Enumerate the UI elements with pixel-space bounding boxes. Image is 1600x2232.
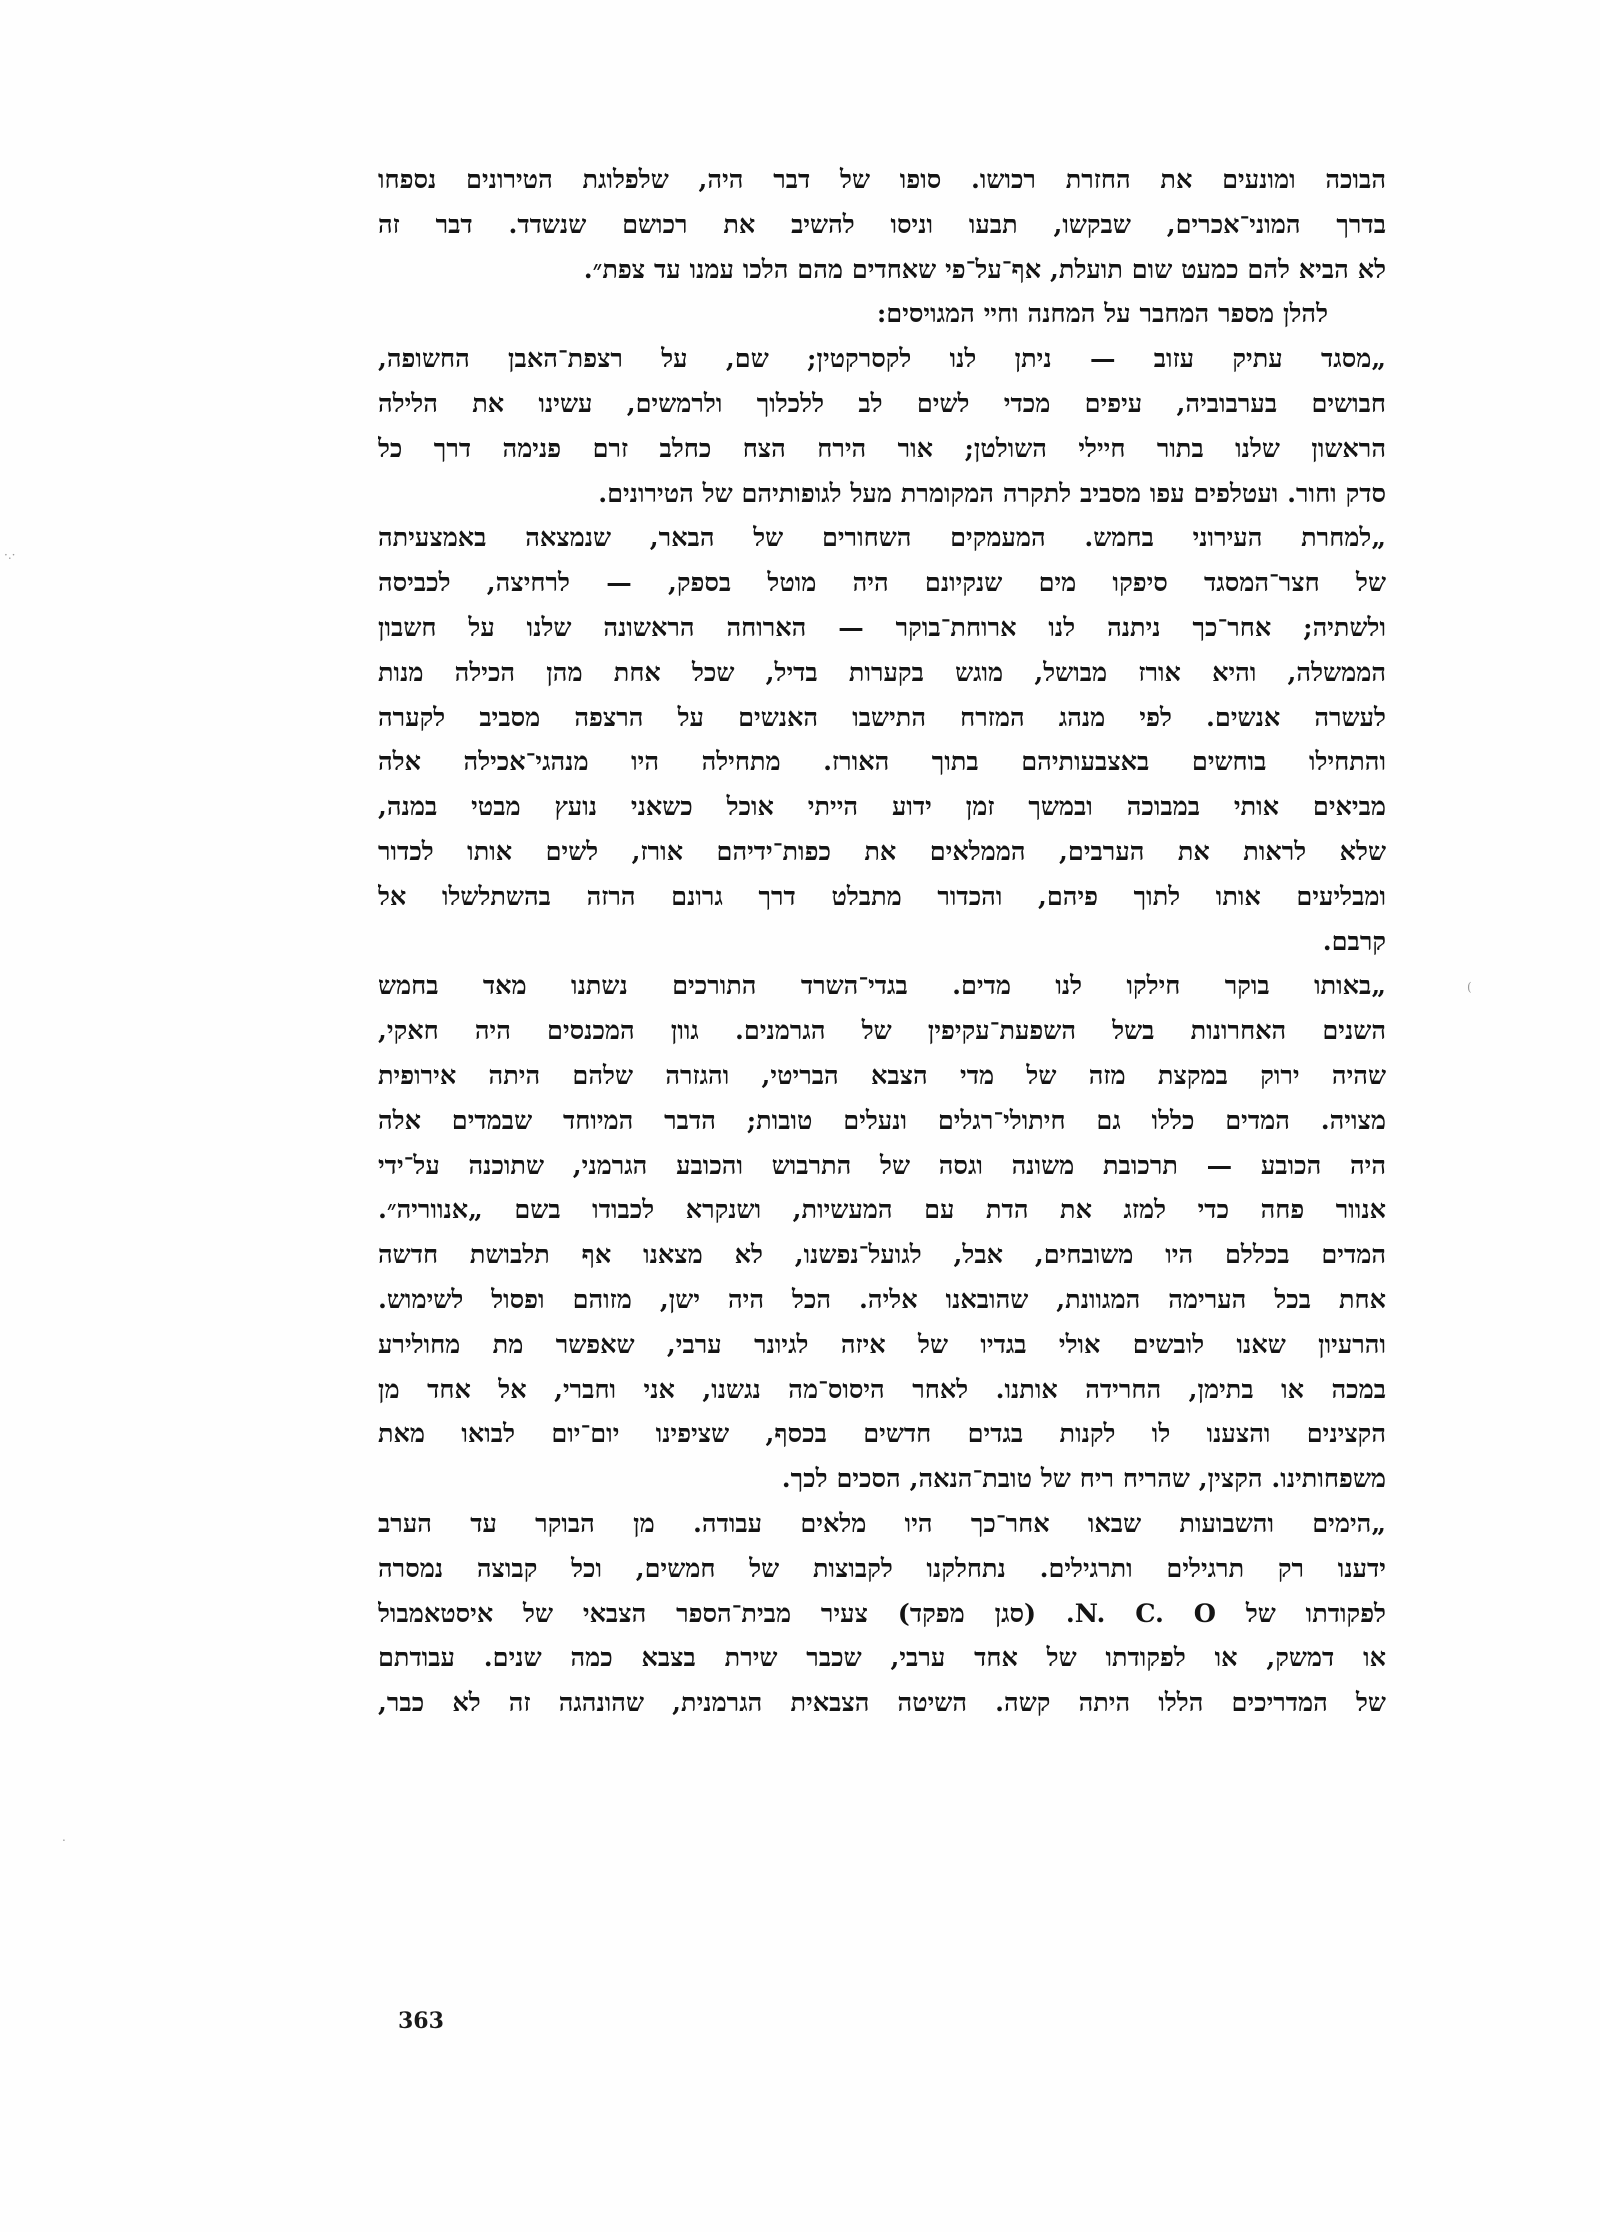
text-line: הממשלה, והיא אורז מבושל, מוגש בקערות בדיל, שכל אחת מהן הכילה מנות [378,657,1386,688]
text-line: לפקודתו של N. C. O. (סגן מפקד) צעיר מבית־הספר הצבאי של איסטאמבול [378,1598,1386,1629]
text-line: סדק וחור. ועטלפים עפו מסביב לתקרה המקומרת מעל לגופותיהם של הטירונים. [598,478,1386,509]
text-line: מצויה. המדים כללו גם חיתולי־רגלים ונעלים טובות; הדבר המיוחד שבמדים אלה [378,1105,1386,1136]
text-line: של המדריכים הללו היתה קשה. השיטה הצבאית הגרמנית, שהונהגה זה לא כבר, [378,1688,1386,1719]
text-line: „הימים והשבועות שבאו אחר־כך היו מלאים עבודה. מן הבוקר עד הערב [378,1508,1386,1539]
text-line: היה הכובע — תרכובת משונה וגסה של התרבוש והכובע הגרמני, שתוכנה על־ידי [378,1150,1386,1181]
page-number: 363 [398,2008,444,2034]
scan-speck: ( [1467,980,1472,994]
text-line: ומבליעים אותו לתוך פיהם, והכדור מתבלט דרך גרונם הרזה בהשתלשלו אל [378,881,1386,912]
text-line: של חצר־המסגד סיפקו מים שנקיונם היה מוטל בספק, — לרחיצה, לכביסה [378,568,1386,599]
text-line: הבוכה ומונעים את החזרת רכושו. סופו של דבר היה, שלפלוגת הטירונים נספחו [378,165,1386,195]
text-line: השנים האחרונות בשל השפעת־עקיפין של הגרמנים. גוון המכנסים היה חאקי, [378,1016,1386,1047]
text-line: חבושים בערבוביה, עיפים מכדי לשים לב ללכלוך ולרמשים, עשינו את הלילה [378,388,1386,419]
text-line: שהיה ירוק במקצת מזה של מדי הצבא הבריטי, והגזרה שלהם היתה אירופית [378,1060,1386,1091]
text-line: משפחותינו. הקצין, שהריח ריח של טובת־הנאה, הסכים לכך. [781,1464,1386,1495]
text-line: מביאים אותי במבוכה ובמשך זמן ידוע הייתי אוכל כשאני נועץ מבטי במנה, [378,792,1386,823]
text-line: אנוור פחה כדי למזג את הדת עם המעשיות, ושנקרא לכבודו בשם „אנווריה״. [378,1195,1386,1226]
text-line: לעשרה אנשים. לפי מנהג המזרח התישבו האנשים על הרצפה מסביב לקערה [378,702,1386,733]
text-line: המדים בכללם היו משובחים, אבל, לגועל־נפשנו, לא מצאנו אף תלבושת חדשה [378,1240,1386,1271]
text-line: הראשון שלנו בתור חיילי השולטן; אור הירח הצח כחלב זרם פנימה דרך כל [378,433,1386,464]
text-line: הקצינים והצענו לו לקנות בגדים חדשים בכסף, שציפינו יום־יום לבואו מאת [378,1419,1386,1450]
text-line: שלא לראות את הערבים, הממלאים את כפות־ידיהם אורז, לשים אותו לכדור [378,836,1386,867]
text-line: ולשתיה; אחר־כך ניתנה לנו ארוחת־בוקר — הארוחה הראשונה שלנו על חשבון [378,612,1386,643]
text-line: קרבם. [1322,926,1386,957]
text-line: במכה או בתימן, החרידה אותנו. לאחר היסוס־מה נגשנו, אני וחברי, אל אחד מן [378,1374,1386,1405]
text-line: והתחילו בוחשים באצבעותיהם בתוך האורז. מתחילה היו מנהגי־אכילה אלה [378,747,1386,778]
text-line: או דמשק, או לפקודתו של אחד ערבי, שכבר שירת בצבא כמה שנים. עבודתם [378,1643,1386,1674]
text-line: אחת בכל הערימה המגוונת, שהובאנו אליה. הכל היה ישן, מזוהם ופסול לשימוש. [378,1284,1386,1315]
intro-line: להלן מספר המחבר על המחנה וחיי המגויסים: [876,299,1328,330]
text-line: „למחרת העירוני בחמש. המעמקים השחורים של הבאר, שנמצאה באמצעיתה [378,523,1386,554]
text-line: ידענו רק תרגילים ותרגילים. נתחלקנו לקבוצות של חמשים, וכל קבוצה נמסרה [378,1553,1386,1584]
text-line: „מסגד עתיק עזוב — ניתן לנו לקסרקטין; שם, על רצפת־האבן החשופה, [378,344,1386,375]
scan-speck: ·.· [4,548,16,562]
text-line: בדרך המוני־אכרים, שבקשו, תבעו וניסו להשיב את רכושם שנשדד. דבר זה [378,209,1386,240]
text-line: לא הביא להם כמעט שום תועלת, אף־על־פי שאחדים מהם הלכו עמנו עד צפת״. [583,254,1386,285]
text-line: „באותו בוקר חילקו לנו מדים. בגדי־השרד התורכים נשתנו מאד בחמש [378,971,1386,1002]
scan-speck: . [62,1830,66,1844]
text-line: והרעיון שאנו לובשים אולי בגדיו של איזה לגיונר ערבי, שאפשר מת מחולירע [378,1329,1386,1360]
body-text [378,158,1386,1726]
